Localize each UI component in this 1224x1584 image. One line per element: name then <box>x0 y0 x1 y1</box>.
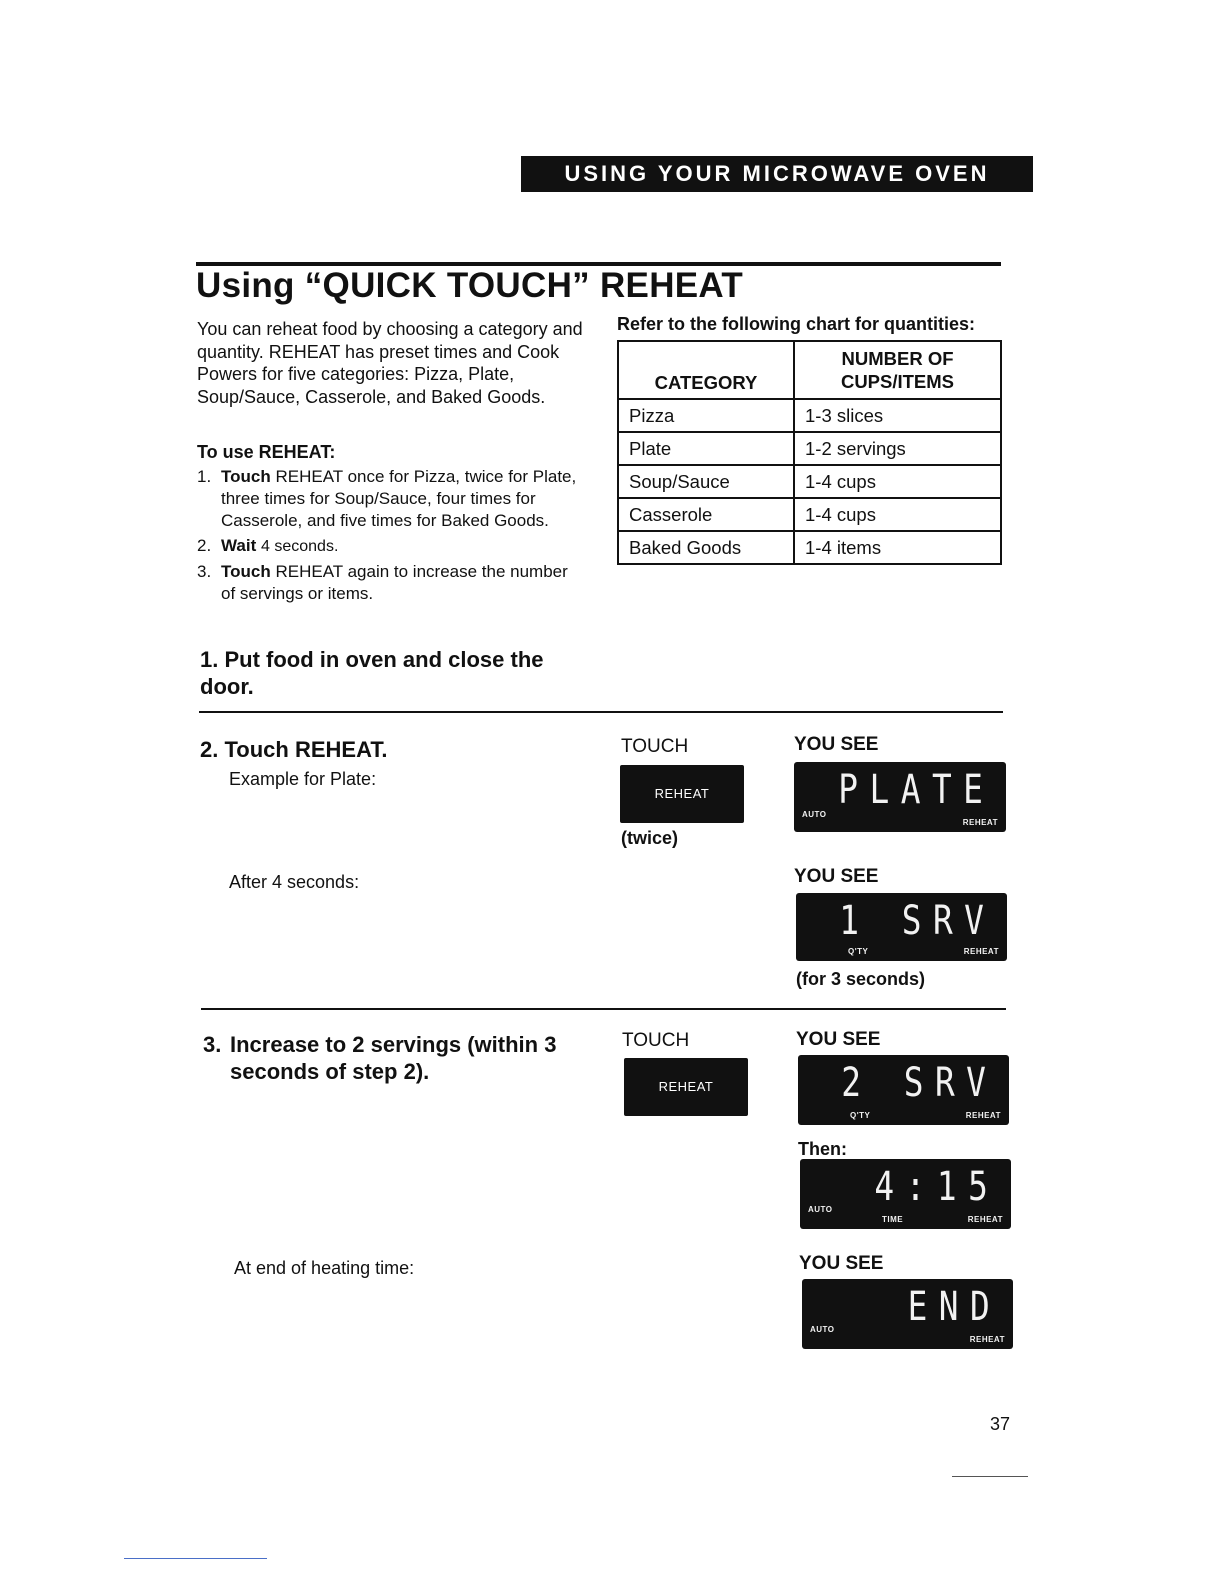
display-indicator-auto: AUTO <box>808 1205 833 1214</box>
end-heating-label: At end of heating time: <box>234 1258 415 1278</box>
step-number: 3. <box>203 1032 222 1057</box>
divider <box>199 711 1003 713</box>
then-label: Then: <box>798 1139 847 1159</box>
step2-heading <box>200 736 580 763</box>
lcd-display-plate <box>794 762 1006 832</box>
table-cell-quantity: 1-3 slices <box>794 399 1001 432</box>
table-cell-category: Soup/Sauce <box>618 465 794 498</box>
instruction-text: REHEAT once for Pizza, twice for Plate, three times for Soup/Sauce, four times for Casserole, and five times for Baked Goods. <box>221 467 577 530</box>
display-indicator-reheat: REHEAT <box>969 1335 1005 1344</box>
intro-paragraph: You can reheat food by choosing a category and quantity. REHEAT has preset times and Cook Powers for five categories: Pizza, Plate, Soup/Sauce, Casserole, and Baked Goods. <box>197 319 583 407</box>
section-header-bar: USING YOUR MICROWAVE OVEN <box>521 156 1033 192</box>
table-cell-category: Baked Goods <box>618 531 794 564</box>
page-number: 37 <box>990 1414 1011 1434</box>
footer-rule <box>952 1476 1028 1477</box>
display-indicator-reheat: REHEAT <box>963 947 999 956</box>
quantity-table <box>617 340 1002 565</box>
reheat-button[interactable]: REHEAT <box>620 765 744 823</box>
touch-label: TOUCH <box>621 736 689 757</box>
table-cell-category: Pizza <box>618 399 794 432</box>
step-text: Touch REHEAT. <box>224 737 388 762</box>
instruction-number: 1. <box>197 467 212 486</box>
instruction-text: REHEAT again to increase the number of servings or items. <box>221 562 568 603</box>
display-indicator-qty: Q'TY <box>848 947 869 956</box>
lcd-display-servings <box>796 893 1007 961</box>
table-header-row <box>618 341 1001 399</box>
table-row <box>618 399 1001 432</box>
after-seconds-label: After 4 seconds: <box>229 872 360 892</box>
button-note: (twice) <box>621 828 679 848</box>
display-readout: END <box>907 1284 1001 1330</box>
table-row <box>618 531 1001 564</box>
display-readout: 4:15 <box>874 1164 999 1210</box>
display-indicator-auto: AUTO <box>802 810 827 819</box>
you-see-label: YOU SEE <box>799 1253 884 1274</box>
instruction-number: 3. <box>197 562 212 581</box>
step3-heading <box>203 1031 573 1085</box>
display-indicator-reheat: REHEAT <box>962 818 998 827</box>
step-number: 1. <box>200 647 219 672</box>
divider <box>201 1008 1006 1010</box>
instruction-verb: Touch <box>221 562 271 581</box>
lcd-display-end <box>802 1279 1013 1349</box>
instruction-item <box>197 535 577 558</box>
you-see-label: YOU SEE <box>794 734 879 755</box>
instruction-verb: Touch <box>221 467 271 486</box>
step-text: Increase to 2 servings (within 3 seconds of step 2). <box>230 1032 557 1084</box>
instructions-heading: To use REHEAT: <box>197 442 336 462</box>
you-see-label: YOU SEE <box>794 866 879 887</box>
table-cell-quantity: 1-4 cups <box>794 465 1001 498</box>
instruction-item <box>197 561 577 605</box>
step-text: Put food in oven and close the door. <box>200 647 544 699</box>
step-number: 2. <box>200 737 219 762</box>
display-indicator-qty: Q'TY <box>850 1111 871 1120</box>
table-row <box>618 432 1001 465</box>
table-cell-category: Casserole <box>618 498 794 531</box>
display-readout: 2 SRV <box>840 1060 997 1106</box>
display-indicator-reheat: REHEAT <box>967 1215 1003 1224</box>
table-cell-quantity: 1-2 servings <box>794 432 1001 465</box>
reheat-button[interactable]: REHEAT <box>624 1058 748 1116</box>
display-indicator-reheat: REHEAT <box>965 1111 1001 1120</box>
table-row <box>618 465 1001 498</box>
table-cell-category: Plate <box>618 432 794 465</box>
scan-edge-line <box>124 1558 267 1559</box>
chart-caption: Refer to the following chart for quantities: <box>617 314 976 334</box>
example-label: Example for Plate: <box>229 769 377 789</box>
display-indicator-time: TIME <box>882 1215 904 1224</box>
page-title: Using “QUICK TOUCH” REHEAT <box>196 266 744 305</box>
touch-label: TOUCH <box>622 1030 690 1051</box>
lcd-display-two-servings <box>798 1055 1009 1125</box>
table-cell-quantity: 1-4 cups <box>794 498 1001 531</box>
display-note: (for 3 seconds) <box>796 969 926 989</box>
table-cell-quantity: 1-4 items <box>794 531 1001 564</box>
instruction-item <box>197 466 577 532</box>
instructions-list <box>197 466 577 608</box>
instruction-verb: Wait <box>221 536 257 555</box>
you-see-label: YOU SEE <box>796 1029 881 1050</box>
lcd-display-time <box>800 1159 1011 1229</box>
table-row <box>618 498 1001 531</box>
instruction-text: 4 seconds. <box>261 538 339 555</box>
step1-heading <box>200 646 560 700</box>
display-indicator-auto: AUTO <box>810 1325 835 1334</box>
display-readout: 1 SRV <box>838 898 995 944</box>
table-header-quantity: NUMBER OF CUPS/ITEMS <box>794 341 1001 399</box>
display-readout: PLATE <box>837 767 994 813</box>
instruction-number: 2. <box>197 536 212 555</box>
table-header-category: CATEGORY <box>618 341 794 399</box>
